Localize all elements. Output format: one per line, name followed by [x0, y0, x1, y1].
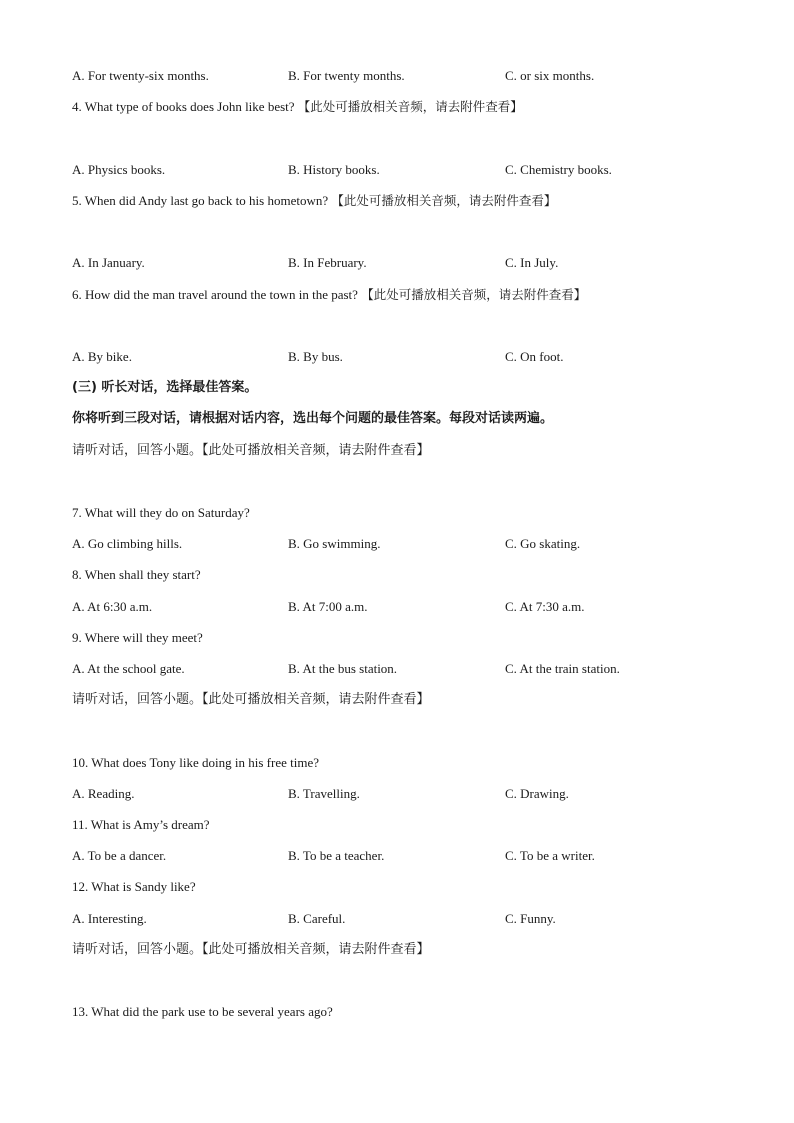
q5-option-b: B. In February. — [288, 255, 367, 270]
q6-question: 6. How did the man travel around the town in the past? — [72, 287, 358, 302]
q4-option-b: B. History books. — [288, 162, 380, 177]
q8-question: 8. When shall they start? — [72, 567, 201, 582]
q12-question: 12. What is Sandy like? — [72, 879, 196, 894]
q11-question: 11. What is Amy’s dream? — [72, 817, 210, 832]
q11-option-a: A. To be a dancer. — [72, 848, 167, 863]
q10-option-b: B. Travelling. — [288, 786, 360, 801]
q12-option-a: A. Interesting. — [72, 911, 147, 926]
q4-question: 4. What type of books does John like best? — [72, 99, 295, 114]
q8-option-b: B. At 7:00 a.m. — [288, 599, 368, 614]
section3-instruction: 你将听到三段对话，请根据对话内容，选出每个问题的最佳答案。每段对话读两遍。 — [72, 411, 554, 426]
q5-question-line — [72, 193, 556, 209]
dialogue1-prompt[interactable]: 请听对话，回答小题。【此处可播放相关音频，请去附件查看】 — [72, 443, 430, 458]
q5-option-a: A. In January. — [72, 255, 145, 270]
dialogue2-prompt[interactable]: 请听对话，回答小题。【此处可播放相关音频，请去附件查看】 — [72, 692, 430, 707]
q12-option-c: C. Funny. — [505, 911, 556, 926]
q9-option-b: B. At the bus station. — [288, 661, 398, 676]
q6-options — [72, 349, 772, 365]
q13-question: 13. What did the park use to be several years ago? — [72, 1004, 333, 1019]
q6-option-a: A. By bike. — [72, 349, 132, 364]
q9-option-a: A. At the school gate. — [72, 661, 185, 676]
q4-option-c: C. Chemistry books. — [505, 162, 612, 177]
q4-audio-note[interactable]: 【此处可播放相关音频，请去附件查看】 — [297, 99, 523, 114]
q10-question: 10. What does Tony like doing in his free time? — [72, 755, 320, 770]
q6-question-line — [72, 287, 586, 303]
q6-option-b: B. By bus. — [288, 349, 343, 364]
dialogue3-prompt[interactable]: 请听对话，回答小题。【此处可播放相关音频，请去附件查看】 — [72, 942, 430, 957]
q9-question: 9. Where will they meet? — [72, 630, 203, 645]
q3-option-c: C. or six months. — [505, 68, 595, 83]
q7-question: 7. What will they do on Saturday? — [72, 505, 250, 520]
q11-options — [72, 848, 772, 864]
q3-option-b: B. For twenty months. — [288, 68, 405, 83]
q9-options — [72, 661, 772, 677]
q8-option-a: A. At 6:30 a.m. — [72, 599, 153, 614]
q5-options — [72, 255, 772, 271]
q5-question: 5. When did Andy last go back to his hometown? — [72, 193, 329, 208]
q11-option-c: C. To be a writer. — [505, 848, 595, 863]
q7-options — [72, 536, 772, 552]
q10-options — [72, 786, 772, 802]
q8-options — [72, 599, 772, 615]
q6-option-c: C. On foot. — [505, 349, 564, 364]
q10-option-c: C. Drawing. — [505, 786, 569, 801]
q5-audio-note[interactable]: 【此处可播放相关音频，请去附件查看】 — [331, 193, 557, 208]
q7-option-b: B. Go swimming. — [288, 536, 381, 551]
q5-option-c: C. In July. — [505, 255, 559, 270]
q10-option-a: A. Reading. — [72, 786, 135, 801]
q7-option-a: A. Go climbing hills. — [72, 536, 183, 551]
q8-option-c: C. At 7:30 a.m. — [505, 599, 585, 614]
q7-option-c: C. Go skating. — [505, 536, 581, 551]
q3-options — [72, 68, 772, 84]
q4-question-line — [72, 99, 523, 115]
q12-option-b: B. Careful. — [288, 911, 346, 926]
q4-option-a: A. Physics books. — [72, 162, 166, 177]
q11-option-b: B. To be a teacher. — [288, 848, 385, 863]
section3-heading: (三) 听长对话，选择最佳答案。 — [72, 380, 258, 395]
q3-option-a: A. For twenty-six months. — [72, 68, 209, 83]
q6-audio-note[interactable]: 【此处可播放相关音频，请去附件查看】 — [361, 287, 587, 302]
q4-options — [72, 162, 772, 178]
q12-options — [72, 911, 772, 927]
q9-option-c: C. At the train station. — [505, 661, 620, 676]
